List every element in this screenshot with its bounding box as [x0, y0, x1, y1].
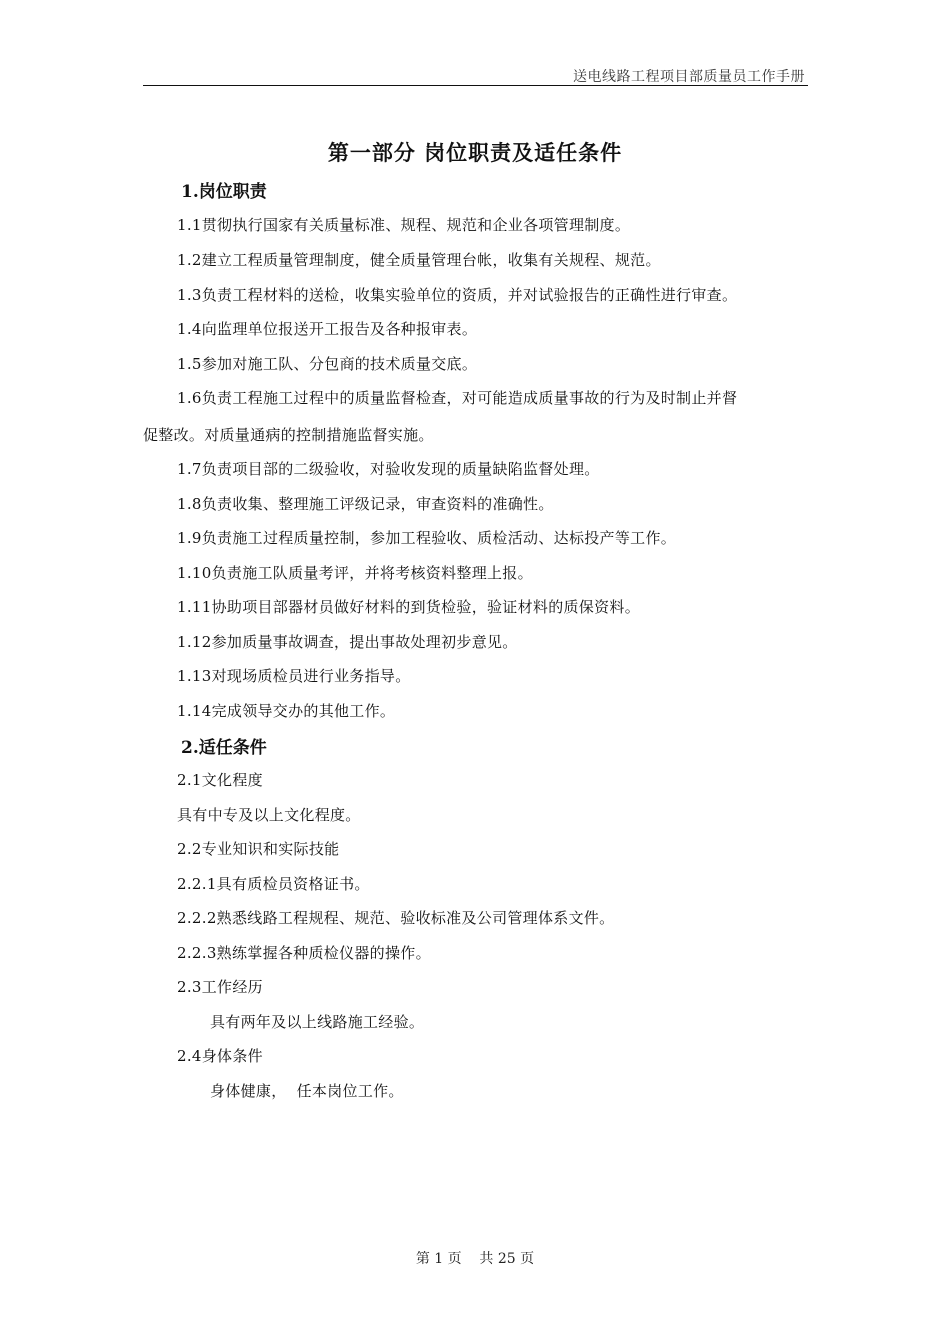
duty-item: 1.11协助项目部器材员做好材料的到货检验，验证材料的质保资料。 — [177, 598, 641, 616]
duty-item: 1.13对现场质检员进行业务指导。 — [177, 667, 411, 685]
qualification-subheading: 2.2专业知识和实际技能 — [177, 840, 340, 858]
duty-item: 1.7负责项目部的二级验收，对验收发现的质量缺陷监督处理。 — [177, 460, 600, 478]
header-divider — [143, 85, 808, 86]
qualification-subheading: 2.3工作经历 — [177, 978, 263, 996]
duty-item: 1.3负责工程材料的送检，收集实验单位的资质，并对试验报告的正确性进行审查。 — [177, 286, 738, 304]
qualification-subheading: 2.1文化程度 — [177, 771, 263, 789]
duty-item: 1.9负责施工过程质量控制，参加工程验收、质检活动、达标投产等工作。 — [177, 529, 677, 547]
duty-item: 1.6负责工程施工过程中的质量监督检查，对可能造成质量事故的行为及时制止并督 — [177, 389, 738, 407]
duty-item: 1.8负责收集、整理施工评级记录，审查资料的准确性。 — [177, 495, 554, 513]
duty-item: 1.14完成领导交办的其他工作。 — [177, 702, 396, 720]
duty-item: 1.2建立工程质量管理制度，健全质量管理台帐，收集有关规程、规范。 — [177, 251, 661, 269]
section-heading-duties: 1.岗位职责 — [181, 182, 267, 202]
page-title: 第一部分 岗位职责及适任条件 — [327, 140, 623, 165]
qualification-item: 具有中专及以上文化程度。 — [177, 806, 361, 824]
qualification-subheading: 2.4身体条件 — [177, 1047, 263, 1065]
duty-item: 1.10负责施工队质量考评，并将考核资料整理上报。 — [177, 564, 533, 582]
duty-item-continuation: 促整改。对质量通病的控制措施监督实施。 — [143, 426, 434, 444]
page-footer: 第 1 页 共 25 页 — [415, 1251, 535, 1267]
qualification-item: 2.2.3熟练掌握各种质检仪器的操作。 — [177, 944, 431, 962]
header-title: 送电线路工程项目部质量员工作手册 — [573, 69, 805, 85]
qualification-item: 2.2.1具有质检员资格证书。 — [177, 875, 370, 893]
duty-item: 1.4向监理单位报送开工报告及各种报审表。 — [177, 320, 478, 338]
qualification-item: 2.2.2熟悉线路工程规程、规范、验收标准及公司管理体系文件。 — [177, 909, 615, 927]
duty-item: 1.1贯彻执行国家有关质量标准、规程、规范和企业各项管理制度。 — [177, 216, 631, 234]
qualification-item: 具有两年及以上线路施工经验。 — [210, 1013, 425, 1031]
qualification-item: 身体健康， 任本岗位工作。 — [210, 1082, 404, 1100]
section-heading-qualifications: 2.适任条件 — [181, 738, 267, 758]
duty-item: 1.5参加对施工队、分包商的技术质量交底。 — [177, 355, 478, 373]
duty-item: 1.12参加质量事故调查，提出事故处理初步意见。 — [177, 633, 518, 651]
